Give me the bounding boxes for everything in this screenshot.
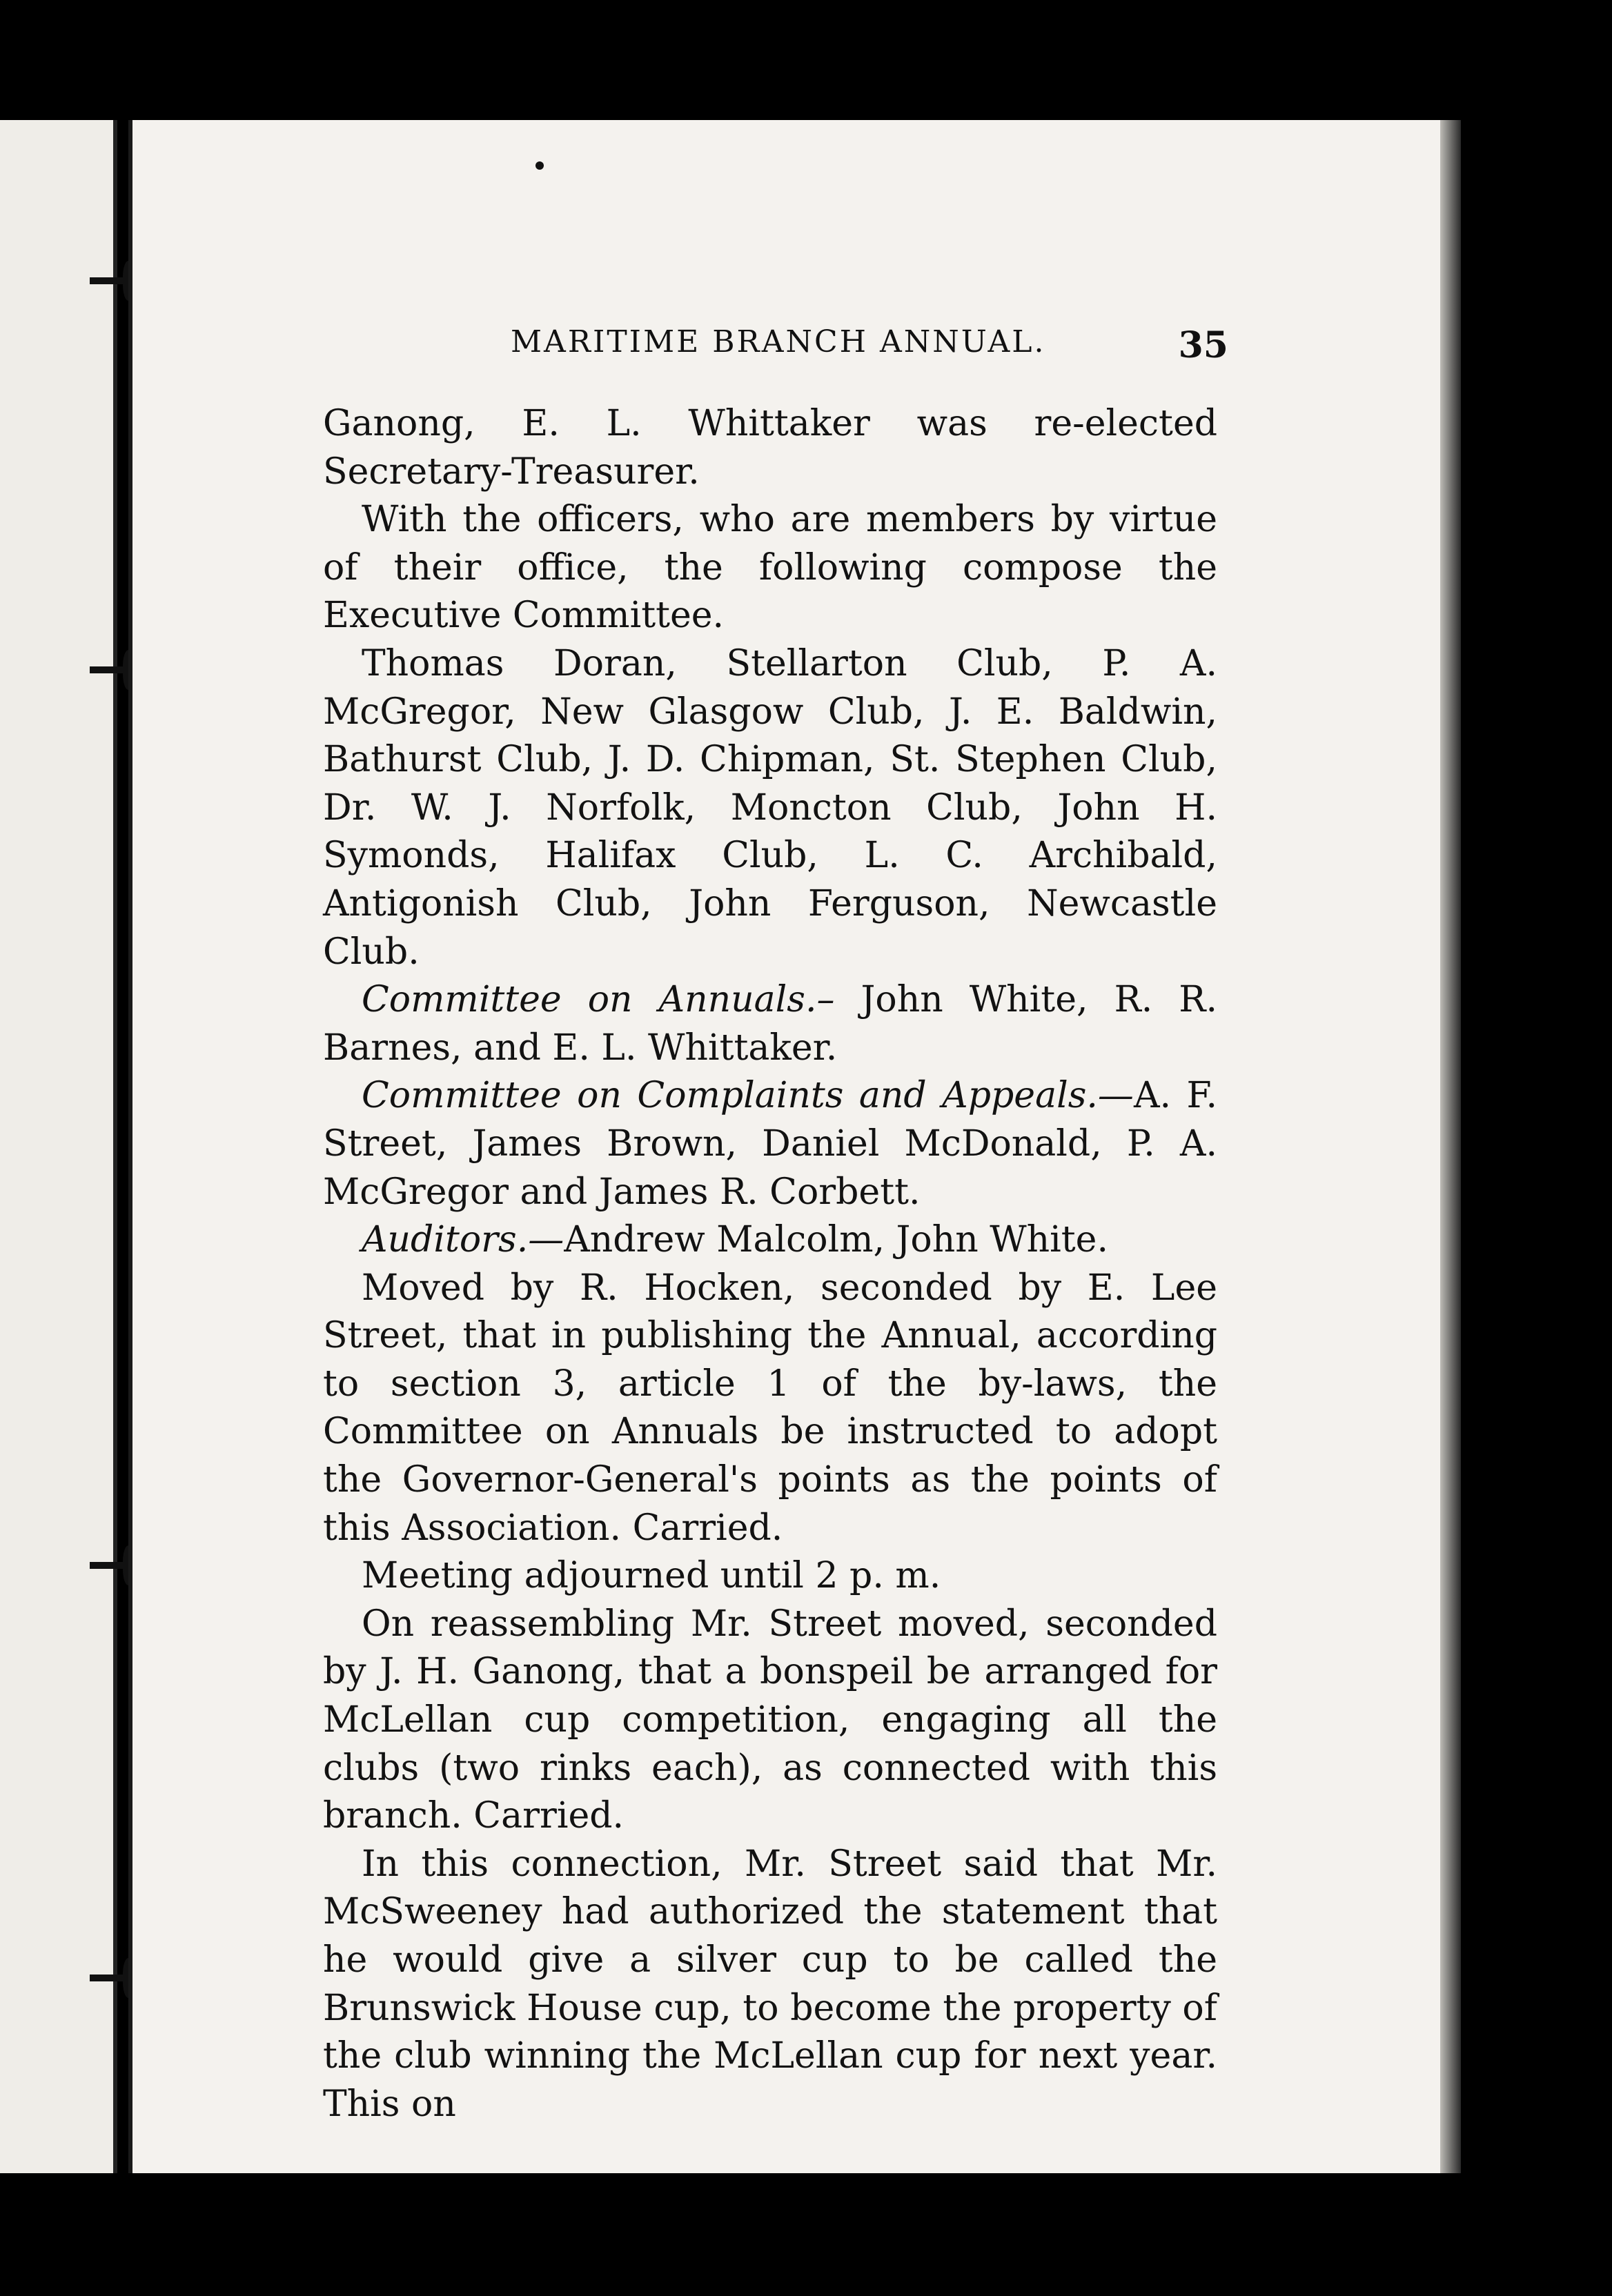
page-number: 35 (1178, 324, 1228, 366)
paragraph: Auditors.—Andrew Malcolm, John White. (362, 1219, 1108, 1261)
paragraph: Thomas Doran, Stellarton Club, P. A. McGregor, New Glasgow Club, J. E. Baldwin, Bathurst Club, J. D. Chipman, St. Stephen Club, Dr. W. J. Norfolk, Moncton Club, John H. Symonds, Halifax Club, L. C. Archibald, Antigonish Club, John Ferguson, Newcastle Club. (323, 642, 1217, 973)
running-title: MARITIME BRANCH ANNUAL. (511, 324, 1046, 359)
paragraph-heading: Auditors.— (362, 1219, 564, 1261)
paragraph: Committee on Annuals.– John White, R. R. Barnes, and E. L. Whittaker. (323, 979, 1217, 1069)
paragraph: Meeting adjourned until 2 p. m. (362, 1555, 941, 1597)
running-head (511, 324, 1228, 366)
paragraph: Ganong, E. L. Whittaker was re-elected Secretary-Treasurer. (323, 403, 1217, 493)
paragraph: Moved by R. Hocken, seconded by E. Lee Street, that in publishing the Annual, according to section 3, article 1 of the by-laws, the Committee on Annuals be instructed to adopt the Governor-General's points as the points of this Association. Carried. (323, 1267, 1217, 1549)
print-speck (535, 161, 544, 170)
paragraph: On reassembling Mr. Street moved, seconded by J. H. Ganong, that a bonspeil be arranged for McLellan cup competition, engaging all the clubs (two rinks each), as connected with this branch. Carried. (323, 1603, 1217, 1837)
paragraph: Committee on Complaints and Appeals.—A. F. Street, James Brown, Daniel McDonald, P. A. McGregor and James R. Corbett. (323, 1075, 1218, 1213)
paragraph-heading: Committee on Complaints and Appeals.— (362, 1075, 1134, 1117)
paragraph: With the officers, who are members by virtue of their office, the following compose the Executive Committee. (323, 499, 1217, 637)
facing-page-edge (0, 120, 117, 2173)
body-text (323, 400, 1217, 2128)
paragraph: In this connection, Mr. Street said that Mr. McSweeney had authorized the statement that he would give a silver cup to be called the Brunswick House cup, to become the property of the club winning the McLellan cup for next year. This on (323, 1843, 1217, 2125)
paragraph-heading: Committee on Annuals.– (362, 979, 835, 1021)
